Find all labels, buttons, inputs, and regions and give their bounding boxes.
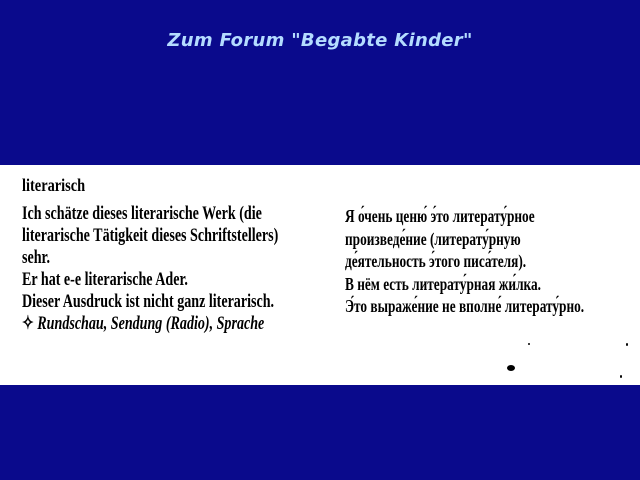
scan-speck	[528, 343, 530, 345]
german-line: Dieser Ausdruck ist nicht ganz literarisch.	[22, 291, 275, 312]
dictionary-scan	[0, 165, 640, 385]
german-line: Er hat e-e literarische Ader.	[22, 269, 188, 290]
slide-title: Zum Forum "Begabte Kinder"	[167, 30, 473, 51]
crossref-line	[22, 313, 278, 335]
scan-speck	[626, 343, 628, 346]
russian-translations	[345, 205, 584, 318]
crossref-symbol-icon: ✧	[22, 313, 34, 334]
russian-line: Я о́чень ценю́ э́то литерату́рное	[345, 206, 535, 226]
scan-speck	[507, 365, 515, 371]
german-line: sehr.	[22, 247, 51, 268]
german-line: literarische Tätigkeit dieses Schriftstellers)	[22, 225, 279, 246]
russian-line: произведе́ние (литерату́рную	[345, 228, 521, 249]
scan-speck	[620, 375, 622, 378]
russian-line: де́ятельность э́того писа́теля).	[345, 251, 527, 271]
headword: literarisch	[22, 175, 86, 195]
german-line: Ich schätze dieses literarische Werk (die	[22, 203, 262, 224]
german-examples	[22, 203, 278, 335]
russian-line: В нём есть литерату́рная жи́лка.	[345, 273, 542, 294]
crossref-text: Rundschau, Sendung (Radio), Sprache	[37, 313, 265, 334]
russian-line: Э́то выраже́ние не вполне́ литерату́рно.	[345, 296, 585, 316]
